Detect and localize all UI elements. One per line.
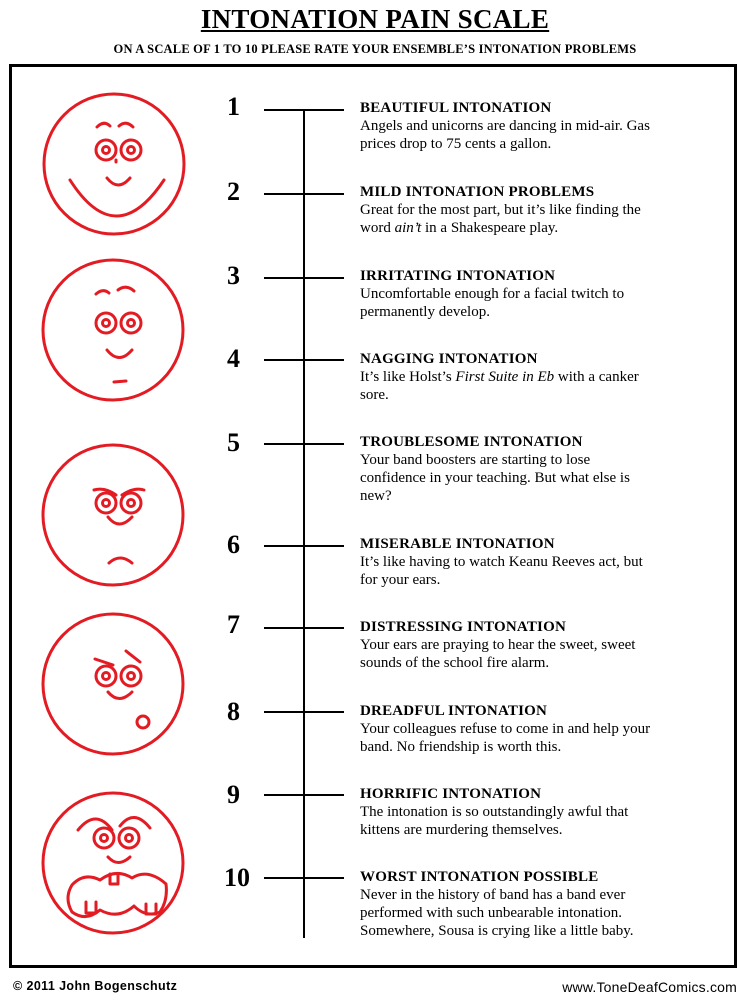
level-text-line: It’s like having to watch Keanu Reeves act, but (360, 554, 643, 570)
level-text-line: Great for the most part, but it’s like finding the (360, 202, 641, 218)
level-text-line: confidence in your teaching. But what else is (360, 470, 630, 486)
scale-tick (264, 359, 344, 361)
level-text-line: Never in the history of band has a band ever (360, 887, 626, 903)
level-heading: MISERABLE INTONATION (360, 536, 555, 552)
scale-tick (264, 277, 344, 279)
level-text-line: permanently develop. (360, 304, 490, 320)
level-description (360, 619, 730, 672)
level-text-line: kittens are murdering themselves. (360, 822, 563, 838)
level-description (360, 869, 730, 940)
website-link[interactable]: www.ToneDeafComics.com (562, 979, 737, 995)
level-text-line: Somewhere, Sousa is crying like a little baby. (360, 923, 634, 939)
level-number: 7 (227, 610, 240, 639)
level-description (360, 536, 730, 589)
level-heading: BEAUTIFUL INTONATION (360, 100, 552, 116)
level-text-line: sore. (360, 387, 389, 403)
scale-tick (264, 443, 344, 445)
scale-tick (264, 193, 344, 195)
level-number: 6 (227, 530, 240, 559)
scale-tick (264, 627, 344, 629)
level-text-line: word ain’t in a Shakespeare play. (360, 220, 559, 236)
scale-tick (264, 877, 344, 879)
level-number: 9 (227, 780, 240, 809)
level-text-line: performed with such unbearable intonation. (360, 905, 623, 921)
level-text-line: band. No friendship is worth this. (360, 739, 562, 755)
page-subtitle: ON A SCALE OF 1 TO 10 PLEASE RATE YOUR ENSEMBLE’S INTONATION PROBLEMS (113, 42, 637, 56)
level-text-line: Uncomfortable enough for a facial twitch to (360, 286, 625, 302)
level-heading: WORST INTONATION POSSIBLE (360, 869, 599, 885)
level-number: 8 (227, 697, 240, 726)
scale-tick (264, 545, 344, 547)
level-heading: MILD INTONATION PROBLEMS (360, 184, 595, 200)
level-number: 2 (227, 177, 240, 206)
scale-axis (303, 110, 305, 938)
level-text-line: sounds of the school fire alarm. (360, 655, 550, 671)
level-number: 5 (227, 428, 240, 457)
level-text-line: new? (360, 488, 392, 504)
level-number: 1 (227, 92, 240, 121)
level-text-line: prices drop to 75 cents a gallon. (360, 136, 552, 152)
level-heading: TROUBLESOME INTONATION (360, 434, 583, 450)
level-number: 3 (227, 261, 240, 290)
page-title: INTONATION PAIN SCALE (200, 4, 550, 34)
level-heading: HORRIFIC INTONATION (360, 786, 542, 802)
level-description (360, 786, 730, 839)
scale-tick (264, 109, 344, 111)
copyright-notice: © 2011 John Bogenschutz (13, 979, 178, 993)
level-description (360, 184, 730, 237)
level-heading: DISTRESSING INTONATION (360, 619, 566, 635)
level-text-line: Your band boosters are starting to lose (360, 452, 591, 468)
level-text-line: Your colleagues refuse to come in and help your (360, 721, 651, 737)
level-text-line: The intonation is so outstandingly awful that (360, 804, 629, 820)
level-description (360, 100, 730, 153)
level-text-line: Angels and unicorns are dancing in mid-air. Gas (360, 118, 650, 134)
level-description (360, 703, 730, 756)
level-text-line: for your ears. (360, 572, 441, 588)
level-number: 10 (224, 863, 250, 892)
level-heading: IRRITATING INTONATION (360, 268, 556, 284)
level-text-line: Your ears are praying to hear the sweet, sweet (360, 637, 636, 653)
level-description (360, 434, 730, 505)
level-description (360, 268, 730, 321)
level-heading: NAGGING INTONATION (360, 351, 538, 367)
scale-tick (264, 711, 344, 713)
level-description (360, 351, 730, 404)
level-text-line: It’s like Holst’s First Suite in Eb with a canker (360, 369, 639, 385)
scale-tick (264, 794, 344, 796)
level-number: 4 (227, 344, 240, 373)
level-heading: DREADFUL INTONATION (360, 703, 548, 719)
